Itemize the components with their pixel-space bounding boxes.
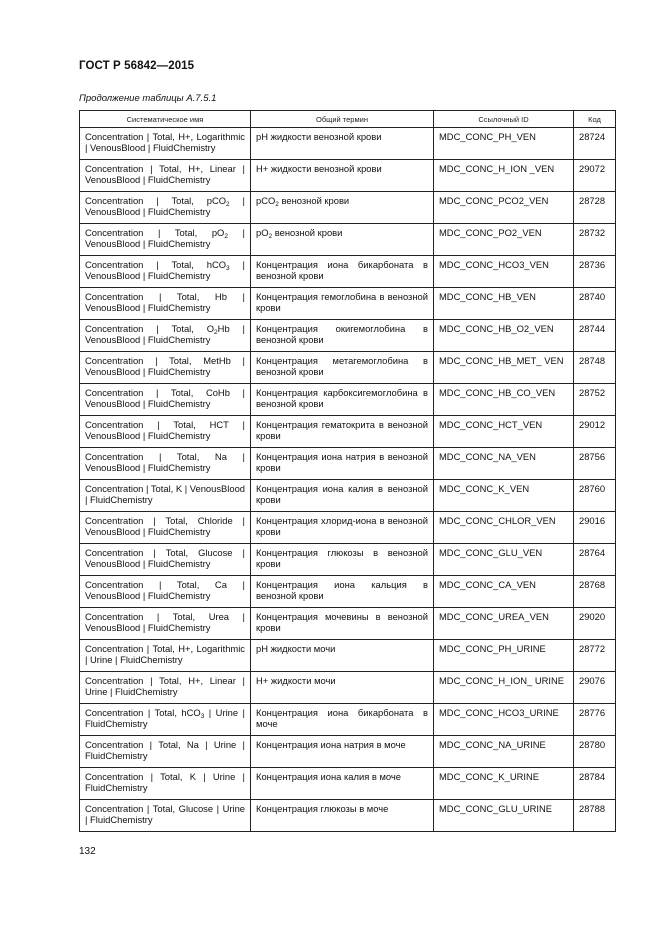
cell-code: 28736 <box>574 256 616 288</box>
cell-systematic-name <box>80 704 251 736</box>
cell-code: 28748 <box>574 352 616 384</box>
systematic-name-subscript: 2 <box>224 233 228 240</box>
table-row <box>80 448 616 480</box>
common-term-text: Концентрация иона натрия в моче <box>256 739 406 750</box>
document-header: ГОСТ Р 56842—2015 <box>79 60 195 72</box>
common-term-text: pO <box>256 227 269 238</box>
table-row <box>80 672 616 704</box>
page-number: 132 <box>79 846 96 857</box>
cell-systematic-name <box>80 128 251 160</box>
cell-common-term <box>251 416 434 448</box>
systematic-name-text: Concentration | Total, K | Urine | FluidChemistry <box>85 771 245 794</box>
systematic-name-text: Concentration | Total, hCO <box>85 707 201 718</box>
common-term-text: Концентрация иона бикарбоната в моче <box>256 707 428 730</box>
cell-code: 28744 <box>574 320 616 352</box>
common-term-text: pCO <box>256 195 276 206</box>
table-row <box>80 192 616 224</box>
cell-code: 29072 <box>574 160 616 192</box>
systematic-name-subscript: 3 <box>200 713 205 720</box>
cell-reference-id: MDC_CONC_HB_CO_VEN <box>434 384 574 416</box>
table-row <box>80 800 616 832</box>
table-row <box>80 160 616 192</box>
table-row <box>80 416 616 448</box>
cell-systematic-name <box>80 384 251 416</box>
cell-systematic-name <box>80 448 251 480</box>
common-term-text: Концентрация глюкозы в венозной крови <box>256 547 428 570</box>
systematic-name-subscript: 2 <box>226 201 230 208</box>
common-term-text: Концентрация карбоксигемоглобина в венозной крови <box>256 387 428 410</box>
cell-reference-id: MDC_CONC_PCO2_VEN <box>434 192 574 224</box>
cell-code: 29012 <box>574 416 616 448</box>
cell-common-term <box>251 768 434 800</box>
cell-systematic-name <box>80 800 251 832</box>
cell-code: 28752 <box>574 384 616 416</box>
column-header-reference-id: Ссылочный ID <box>434 111 574 128</box>
systematic-name-text: Concentration | Total, Ca | VenousBlood | FluidChemistry <box>85 579 245 602</box>
column-header-common-term: Общий термин <box>251 111 434 128</box>
cell-reference-id: MDC_CONC_K_URINE <box>434 768 574 800</box>
cell-common-term <box>251 640 434 672</box>
cell-common-term <box>251 512 434 544</box>
systematic-name-text: Concentration | Total, Urea | VenousBlood | FluidChemistry <box>85 611 245 634</box>
table-row <box>80 608 616 640</box>
cell-systematic-name <box>80 160 251 192</box>
common-term-text: Концентрация хлорид-иона в венозной крови <box>256 515 428 538</box>
column-header-code: Код <box>574 111 616 128</box>
table-row <box>80 384 616 416</box>
common-term-text-tail: венозной крови <box>278 195 350 206</box>
cell-common-term <box>251 320 434 352</box>
systematic-name-text: Concentration | Total, H+, Logarithmic | VenousBlood | FluidChemistry <box>85 131 245 154</box>
cell-reference-id: MDC_CONC_PH_URINE <box>434 640 574 672</box>
cell-code: 28760 <box>574 480 616 512</box>
systematic-name-text: Concentration | Total, HCT | VenousBlood | FluidChemistry <box>85 419 245 442</box>
column-header-systematic-name: Систематическое имя <box>80 111 251 128</box>
data-table <box>79 110 616 832</box>
table-row <box>80 512 616 544</box>
cell-code: 28768 <box>574 576 616 608</box>
systematic-name-text-tail: | VenousBlood | FluidChemistry <box>85 195 245 218</box>
common-term-text: Концентрация иона калия в моче <box>256 771 402 782</box>
systematic-name-text: Concentration | Total, H+, Logarithmic | Urine | FluidChemistry <box>85 643 245 666</box>
cell-common-term <box>251 384 434 416</box>
cell-reference-id: MDC_CONC_GLU_URINE <box>434 800 574 832</box>
cell-code: 28772 <box>574 640 616 672</box>
table-row <box>80 576 616 608</box>
systematic-name-text: Concentration | Total, pCO <box>85 195 227 206</box>
cell-common-term <box>251 704 434 736</box>
systematic-name-text: Concentration | Total, Hb | VenousBlood | FluidChemistry <box>85 291 245 314</box>
cell-reference-id: MDC_CONC_UREA_VEN <box>434 608 574 640</box>
systematic-name-text-tail: Hb | VenousBlood | FluidChemistry <box>85 323 245 346</box>
common-term-text-tail: венозной крови <box>272 227 343 238</box>
cell-common-term <box>251 128 434 160</box>
cell-reference-id: MDC_CONC_HB_MET_ VEN <box>434 352 574 384</box>
cell-common-term <box>251 736 434 768</box>
systematic-name-subscript: 3 <box>226 265 230 272</box>
systematic-name-text: Concentration | Total, K | VenousBlood | FluidChemistry <box>85 483 246 506</box>
cell-reference-id: MDC_CONC_CA_VEN <box>434 576 574 608</box>
cell-systematic-name <box>80 608 251 640</box>
cell-reference-id: MDC_CONC_NA_VEN <box>434 448 574 480</box>
cell-code: 28776 <box>574 704 616 736</box>
systematic-name-text: Concentration | Total, O <box>85 323 215 334</box>
cell-code: 28788 <box>574 800 616 832</box>
systematic-name-text: Concentration | Total, Na | Urine | FluidChemistry <box>85 739 245 762</box>
systematic-name-text: Concentration | Total, Na | VenousBlood | FluidChemistry <box>85 451 245 474</box>
cell-reference-id: MDC_CONC_H_ION _VEN <box>434 160 574 192</box>
cell-reference-id: MDC_CONC_HB_VEN <box>434 288 574 320</box>
cell-reference-id: MDC_CONC_PO2_VEN <box>434 224 574 256</box>
cell-systematic-name <box>80 640 251 672</box>
cell-systematic-name <box>80 544 251 576</box>
cell-common-term <box>251 576 434 608</box>
cell-code: 28756 <box>574 448 616 480</box>
systematic-name-text: Concentration | Total, H+, Linear | VenousBlood | FluidChemistry <box>85 163 245 186</box>
common-term-text: H+ жидкости венозной крови <box>256 163 382 174</box>
cell-common-term <box>251 160 434 192</box>
cell-reference-id: MDC_CONC_PH_VEN <box>434 128 574 160</box>
cell-code: 28740 <box>574 288 616 320</box>
cell-reference-id: MDC_CONC_K_VEN <box>434 480 574 512</box>
systematic-name-text: Concentration | Total, CoHb | VenousBlood | FluidChemistry <box>85 387 245 410</box>
table-row <box>80 640 616 672</box>
common-term-subscript: 2 <box>275 201 279 208</box>
cell-systematic-name <box>80 288 251 320</box>
cell-systematic-name <box>80 192 251 224</box>
common-term-text: Концентрация иона бикарбоната в венозной крови <box>256 259 428 282</box>
systematic-name-text: Concentration | Total, H+, Linear | Urine | FluidChemistry <box>85 675 245 698</box>
cell-common-term <box>251 480 434 512</box>
table-row <box>80 352 616 384</box>
systematic-name-text: Concentration | Total, Glucose | VenousBlood | FluidChemistry <box>85 547 245 570</box>
cell-common-term <box>251 800 434 832</box>
cell-common-term <box>251 224 434 256</box>
cell-systematic-name <box>80 736 251 768</box>
table-row <box>80 704 616 736</box>
cell-systematic-name <box>80 224 251 256</box>
common-term-text: pH жидкости мочи <box>256 643 336 654</box>
table-caption: Продолжение таблицы А.7.5.1 <box>79 93 217 104</box>
cell-code: 28724 <box>574 128 616 160</box>
systematic-name-text-tail: | VenousBlood | FluidChemistry <box>85 227 245 250</box>
cell-common-term <box>251 352 434 384</box>
common-term-subscript: 2 <box>268 233 273 240</box>
cell-code: 29016 <box>574 512 616 544</box>
cell-systematic-name <box>80 320 251 352</box>
common-term-text: H+ жидкости мочи <box>256 675 336 686</box>
cell-systematic-name <box>80 256 251 288</box>
cell-common-term <box>251 448 434 480</box>
cell-common-term <box>251 288 434 320</box>
cell-code: 28764 <box>574 544 616 576</box>
common-term-text: Концентрация гемоглобина в венозной крови <box>256 291 428 314</box>
cell-reference-id: MDC_CONC_HCO3_VEN <box>434 256 574 288</box>
cell-systematic-name <box>80 576 251 608</box>
cell-systematic-name <box>80 512 251 544</box>
systematic-name-text-tail: | VenousBlood | FluidChemistry <box>85 259 245 282</box>
cell-common-term <box>251 544 434 576</box>
cell-reference-id: MDC_CONC_HB_O2_VEN <box>434 320 574 352</box>
common-term-text: Концентрация иона калия в венозной крови <box>256 483 428 506</box>
cell-reference-id: MDC_CONC_GLU_VEN <box>434 544 574 576</box>
cell-reference-id: MDC_CONC_H_ION_ URINE <box>434 672 574 704</box>
common-term-text: Концентрация окигемоглобина в венозной крови <box>256 323 428 346</box>
systematic-name-text: Concentration | Total, MetHb | VenousBlood | FluidChemistry <box>85 355 245 378</box>
cell-common-term <box>251 192 434 224</box>
cell-systematic-name <box>80 768 251 800</box>
cell-reference-id: MDC_CONC_HCT_VEN <box>434 416 574 448</box>
cell-code: 28780 <box>574 736 616 768</box>
common-term-text: Концентрация иона натрия в венозной крови <box>256 451 428 474</box>
table-body <box>80 128 616 832</box>
common-term-text: Концентрация иона кальция в венозной крови <box>256 579 428 602</box>
table-row <box>80 256 616 288</box>
table-row <box>80 288 616 320</box>
common-term-text: Концентрация глюкозы в моче <box>256 803 389 814</box>
table-row <box>80 736 616 768</box>
table-row <box>80 480 616 512</box>
table-row <box>80 768 616 800</box>
cell-reference-id: MDC_CONC_HCO3_URINE <box>434 704 574 736</box>
systematic-name-text: Concentration | Total, pO <box>85 227 225 238</box>
cell-common-term <box>251 672 434 704</box>
cell-code: 28728 <box>574 192 616 224</box>
systematic-name-text: Concentration | Total, Glucose | Urine | FluidChemistry <box>85 803 245 826</box>
cell-common-term <box>251 608 434 640</box>
table-row <box>80 544 616 576</box>
cell-reference-id: MDC_CONC_NA_URINE <box>434 736 574 768</box>
systematic-name-text-tail: | Urine | FluidChemistry <box>85 707 245 730</box>
cell-code: 28732 <box>574 224 616 256</box>
cell-systematic-name <box>80 672 251 704</box>
table-header-row <box>80 111 616 128</box>
cell-code: 28784 <box>574 768 616 800</box>
cell-systematic-name <box>80 480 251 512</box>
cell-common-term <box>251 256 434 288</box>
cell-code: 29020 <box>574 608 616 640</box>
common-term-text: Концентрация метагемоглобина в венозной крови <box>256 355 428 378</box>
systematic-name-subscript: 2 <box>214 329 218 336</box>
table-row <box>80 128 616 160</box>
cell-systematic-name <box>80 416 251 448</box>
common-term-text: Концентрация мочевины в венозной крови <box>256 611 428 634</box>
common-term-text: pH жидкости венозной крови <box>256 131 382 142</box>
cell-systematic-name <box>80 352 251 384</box>
cell-reference-id: MDC_CONC_CHLOR_VEN <box>434 512 574 544</box>
systematic-name-text: Concentration | Total, Chloride | VenousBlood | FluidChemistry <box>85 515 245 538</box>
cell-code: 29076 <box>574 672 616 704</box>
systematic-name-text: Concentration | Total, hCO <box>85 259 227 270</box>
common-term-text: Концентрация гематокрита в венозной крови <box>256 419 428 442</box>
table-row <box>80 320 616 352</box>
table-row <box>80 224 616 256</box>
